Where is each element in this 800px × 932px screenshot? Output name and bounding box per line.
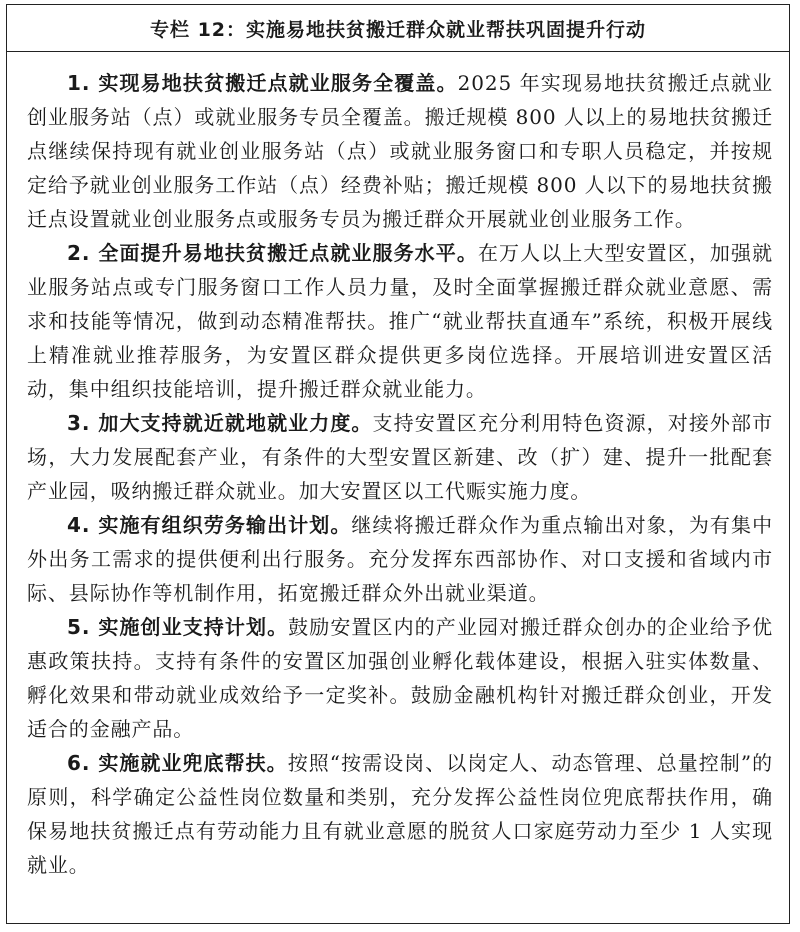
column-title: 专栏 12：实施易地扶贫搬迁群众就业帮扶巩固提升行动 (149, 18, 647, 41)
item-paragraph (27, 236, 773, 406)
item-heading: 3. 加大支持就近就地就业力度。 (67, 411, 373, 435)
item-heading: 4. 实施有组织劳务输出计划。 (67, 513, 352, 537)
item-body: 2025 年实现易地扶贫搬迁点就业创业服务站（点）或就业服务专员全覆盖。搬迁规模 800 人以上的易地扶贫搬迁点继续保持现有就业创业服务站（点）或就业服务窗口和专职人员稳定，并按规定给予就业创业服务工作站（点）经费补贴；搬迁规模 800 人以下的易地扶贫搬迁点设置就业创业服务点或服务专员为搬迁群众开展就业创业服务工作。 (27, 71, 773, 231)
item-body: 在万人以上大型安置区，加强就业服务站点或专门服务窗口工作人员力量，及时全面掌握搬迁群众就业意愿、需求和技能等情况，做到动态精准帮扶。推广“就业帮扶直通车”系统，积极开展线上精准就业推荐服务，为安置区群众提供更多岗位选择。开展培训进安置区活动，集中组织技能培训，提升搬迁群众就业能力。 (27, 241, 773, 401)
item-paragraph (27, 508, 773, 610)
item-heading: 2. 全面提升易地扶贫搬迁点就业服务水平。 (67, 241, 478, 265)
item-heading: 1. 实现易地扶贫搬迁点就业服务全覆盖。 (67, 71, 458, 95)
item-body: 继续将搬迁群众作为重点输出对象，为有集中外出务工需求的提供便利出行服务。充分发挥东西部协作、对口支援和省域内市际、县际协作等机制作用，拓宽搬迁群众外出就业渠道。 (27, 513, 773, 605)
column-box (6, 4, 790, 924)
item-body: 支持安置区充分利用特色资源，对接外部市场，大力发展配套产业，有条件的大型安置区新建、改（扩）建、提升一批配套产业园，吸纳搬迁群众就业。加大安置区以工代赈实施力度。 (27, 411, 773, 503)
item-body: 鼓励安置区内的产业园对搬迁群众创办的企业给予优惠政策扶持。支持有条件的安置区加强创业孵化载体建设，根据入驻实体数量、孵化效果和带动就业成效给予一定奖补。鼓励金融机构针对搬迁群众创业，开发适合的金融产品。 (27, 615, 773, 741)
item-heading: 5. 实施创业支持计划。 (67, 615, 289, 639)
item-body: 按照“按需设岗、以岗定人、动态管理、总量控制”的原则，科学确定公益性岗位数量和类别，充分发挥公益性岗位兜底帮扶作用，确保易地扶贫搬迁点有劳动能力且有就业意愿的脱贫人口家庭劳动力至少 1 人实现就业。 (27, 751, 773, 877)
column-content (7, 52, 789, 882)
item-heading: 6. 实施就业兜底帮扶。 (67, 751, 288, 775)
title-bar (7, 5, 789, 52)
item-paragraph (27, 746, 773, 882)
item-paragraph (27, 66, 773, 236)
item-paragraph (27, 406, 773, 508)
item-paragraph (27, 610, 773, 746)
